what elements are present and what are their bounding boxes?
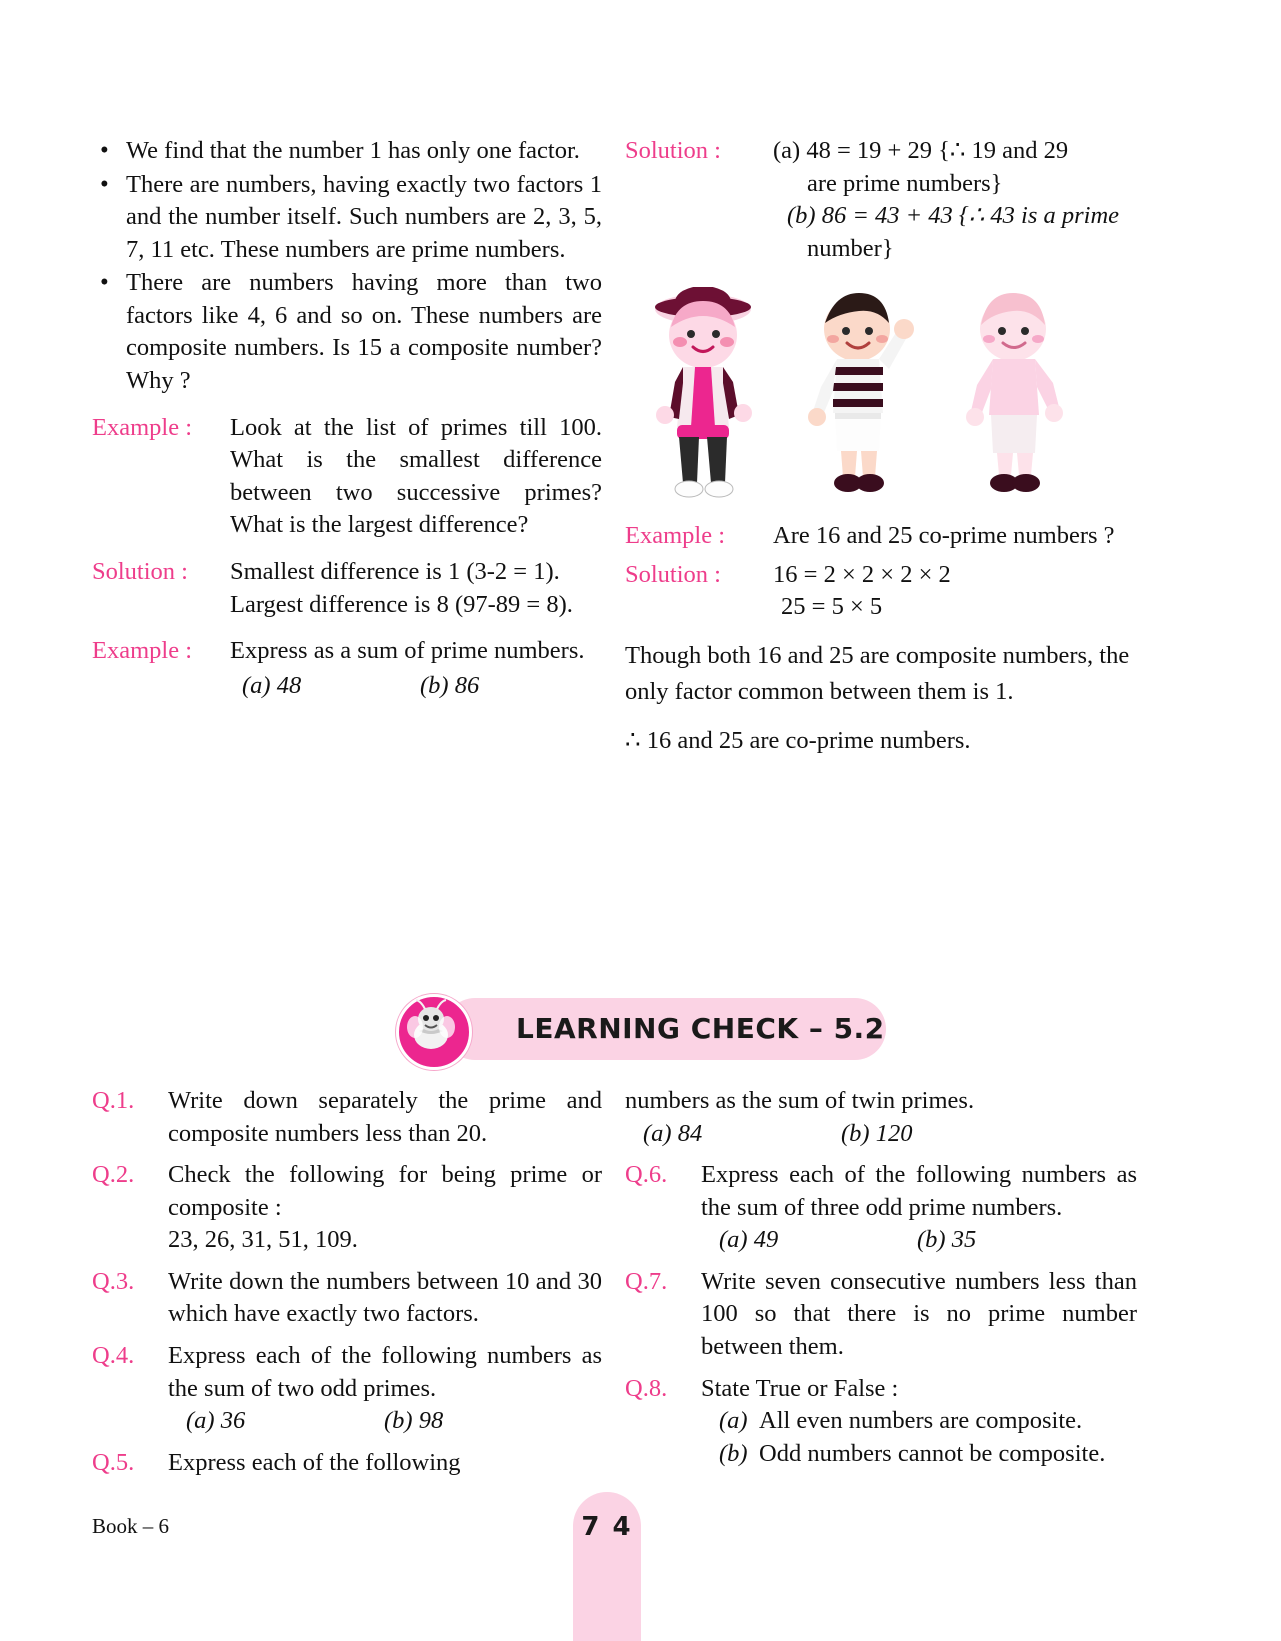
question-number: Q.8.: [625, 1374, 668, 1402]
learning-check-banner: [396, 998, 886, 1060]
question-options: [625, 1118, 1137, 1151]
example-text: [230, 635, 602, 702]
question-item: [625, 1159, 1137, 1257]
question-item: [92, 1266, 602, 1331]
question-number: Q.6.: [625, 1161, 668, 1189]
question-text: [701, 1159, 1137, 1257]
kid-waving-icon: [808, 293, 914, 492]
bee-svg: [399, 997, 463, 1061]
example-text: Look at the list of primes till 100. What is the smallest difference between two successive primes? What is the largest difference?: [230, 413, 602, 539]
question-text: [168, 1340, 602, 1438]
q5-continued: numbers as the sum of twin primes.: [625, 1087, 975, 1114]
solution-line-a2: are prime numbers}: [807, 169, 1003, 197]
solution-body: [773, 135, 1135, 265]
children-illustration: [625, 287, 1135, 502]
bullet-list: [92, 135, 602, 398]
question-item: [92, 1085, 602, 1150]
question-item: [625, 1373, 1137, 1471]
solution-line-b2: number}: [807, 234, 894, 262]
question-text: [701, 1373, 1137, 1471]
list-item: • There are numbers, having exactly two factors 1 and the number itself. Such numbers are 2, 3, 5, 7, 11 etc. These numbers are prime numbers.: [126, 169, 602, 267]
question-statement: State True or False :: [701, 1374, 899, 1402]
option-a: (a) 84: [643, 1119, 703, 1147]
question-extra: 23, 26, 31, 51, 109.: [168, 1226, 358, 1254]
sub-label: (a): [719, 1407, 748, 1435]
solution-line-2: Largest difference is 8 (97-89 = 8).: [230, 590, 573, 618]
question-item: [625, 1266, 1137, 1364]
question-text: [168, 1159, 602, 1257]
sub-text: All even numbers are composite.: [759, 1407, 1083, 1435]
question-statement: Express each of the following numbers as the sum of two odd primes.: [168, 1342, 602, 1402]
solution-line-b1: (b) 86 = 43 + 43 {∴ 43 is a prime: [787, 202, 1120, 230]
example-statement: Express as a sum of prime numbers.: [230, 637, 585, 665]
option-b: (b) 35: [917, 1226, 977, 1254]
left-column: [92, 135, 602, 702]
solution-body: [773, 559, 1135, 624]
example-label: Example :: [625, 522, 726, 550]
question-statement: Express each of the following numbers as the sum of three odd prime numbers.: [701, 1161, 1137, 1221]
question-text: Write seven consecutive numbers less than 100 so that there is no prime number between them.: [701, 1267, 1137, 1361]
bee-mascot-icon: [396, 994, 472, 1070]
conclusion-paragraph: ∴ 16 and 25 are co-prime numbers.: [625, 727, 971, 755]
example-label: Example :: [92, 413, 193, 441]
option-b: (b) 86: [420, 671, 480, 699]
question-continuation: [625, 1085, 1137, 1150]
page-number-pill: [573, 1492, 641, 1641]
question-text: [168, 1447, 602, 1480]
question-number: Q.5.: [92, 1448, 135, 1476]
example-text: Are 16 and 25 co-prime numbers ?: [773, 522, 1115, 550]
sub-question-a: [701, 1405, 1137, 1438]
example-block-right: [625, 520, 1135, 553]
question-number: Q.3.: [92, 1267, 135, 1295]
question-number: Q.1.: [92, 1087, 135, 1114]
exercise-right-column: [625, 1085, 1137, 1479]
example-label: Example :: [92, 637, 193, 665]
sub-label: (b): [719, 1439, 748, 1467]
question-text: [625, 1085, 1137, 1150]
question-text: Write down the numbers between 10 and 30 which have exactly two factors.: [168, 1267, 602, 1328]
solution-block-1: [92, 556, 602, 621]
question-item: [92, 1447, 602, 1480]
solution-label: Solution :: [92, 557, 188, 585]
kid-with-hat-icon: [655, 287, 752, 497]
kid-standing-icon: [966, 293, 1063, 492]
sub-text: Odd numbers cannot be composite.: [759, 1439, 1106, 1467]
solution-line-a1: (a) 48 = 19 + 29 {∴ 19 and 29: [773, 137, 1069, 164]
solution-label: Solution :: [625, 560, 721, 588]
question-options: [701, 1224, 1137, 1257]
list-item: • There are numbers having more than two factors like 4, 6 and so on. These numbers are composite numbers. Is 15 a composite number? Why ?: [126, 267, 602, 397]
question-item: [92, 1340, 602, 1438]
question-number: Q.7.: [625, 1267, 668, 1295]
question-number: Q.2.: [92, 1161, 135, 1189]
option-a: (a) 36: [186, 1407, 246, 1435]
solution-line-1: Smallest difference is 1 (3-2 = 1).: [230, 557, 560, 585]
solution-text: [230, 556, 602, 621]
question-statement: Express each of the following: [168, 1448, 461, 1476]
option-a: (a) 48: [242, 671, 302, 699]
example-options: [230, 670, 602, 703]
question-options: [168, 1405, 602, 1438]
solution-label: Solution :: [625, 137, 721, 164]
question-item: [92, 1159, 602, 1257]
exercise-left-column: [92, 1085, 602, 1488]
sub-question-b: [701, 1438, 1137, 1471]
example-block-2: [92, 635, 602, 702]
question-statement: Check the following for being prime or composite :: [168, 1161, 602, 1221]
option-a: (a) 49: [719, 1226, 779, 1254]
page-number: 7 4: [581, 1512, 633, 1542]
solution-line-2: 25 = 5 × 5: [781, 593, 883, 621]
question-number: Q.4.: [92, 1342, 135, 1370]
solution-block-right-2: [625, 559, 1135, 624]
learning-check-title: LEARNING CHECK – 5.2: [516, 1012, 885, 1045]
option-b: (b) 120: [841, 1119, 913, 1147]
question-text: Write down separately the prime and composite numbers less than 20.: [168, 1087, 602, 1147]
kids-svg: [625, 287, 1135, 502]
example-block-1: [92, 412, 602, 542]
option-b: (b) 98: [384, 1407, 444, 1435]
right-column: [625, 135, 1135, 759]
explanation-paragraph: Though both 16 and 25 are composite numbers, the only factor common between them is 1.: [625, 642, 1130, 705]
solution-block-right-1: [625, 135, 1135, 265]
footer-book-label: Book – 6: [92, 1514, 170, 1538]
list-item: • We find that the number 1 has only one factor.: [126, 135, 602, 168]
solution-line-1: 16 = 2 × 2 × 2 × 2: [773, 560, 951, 588]
